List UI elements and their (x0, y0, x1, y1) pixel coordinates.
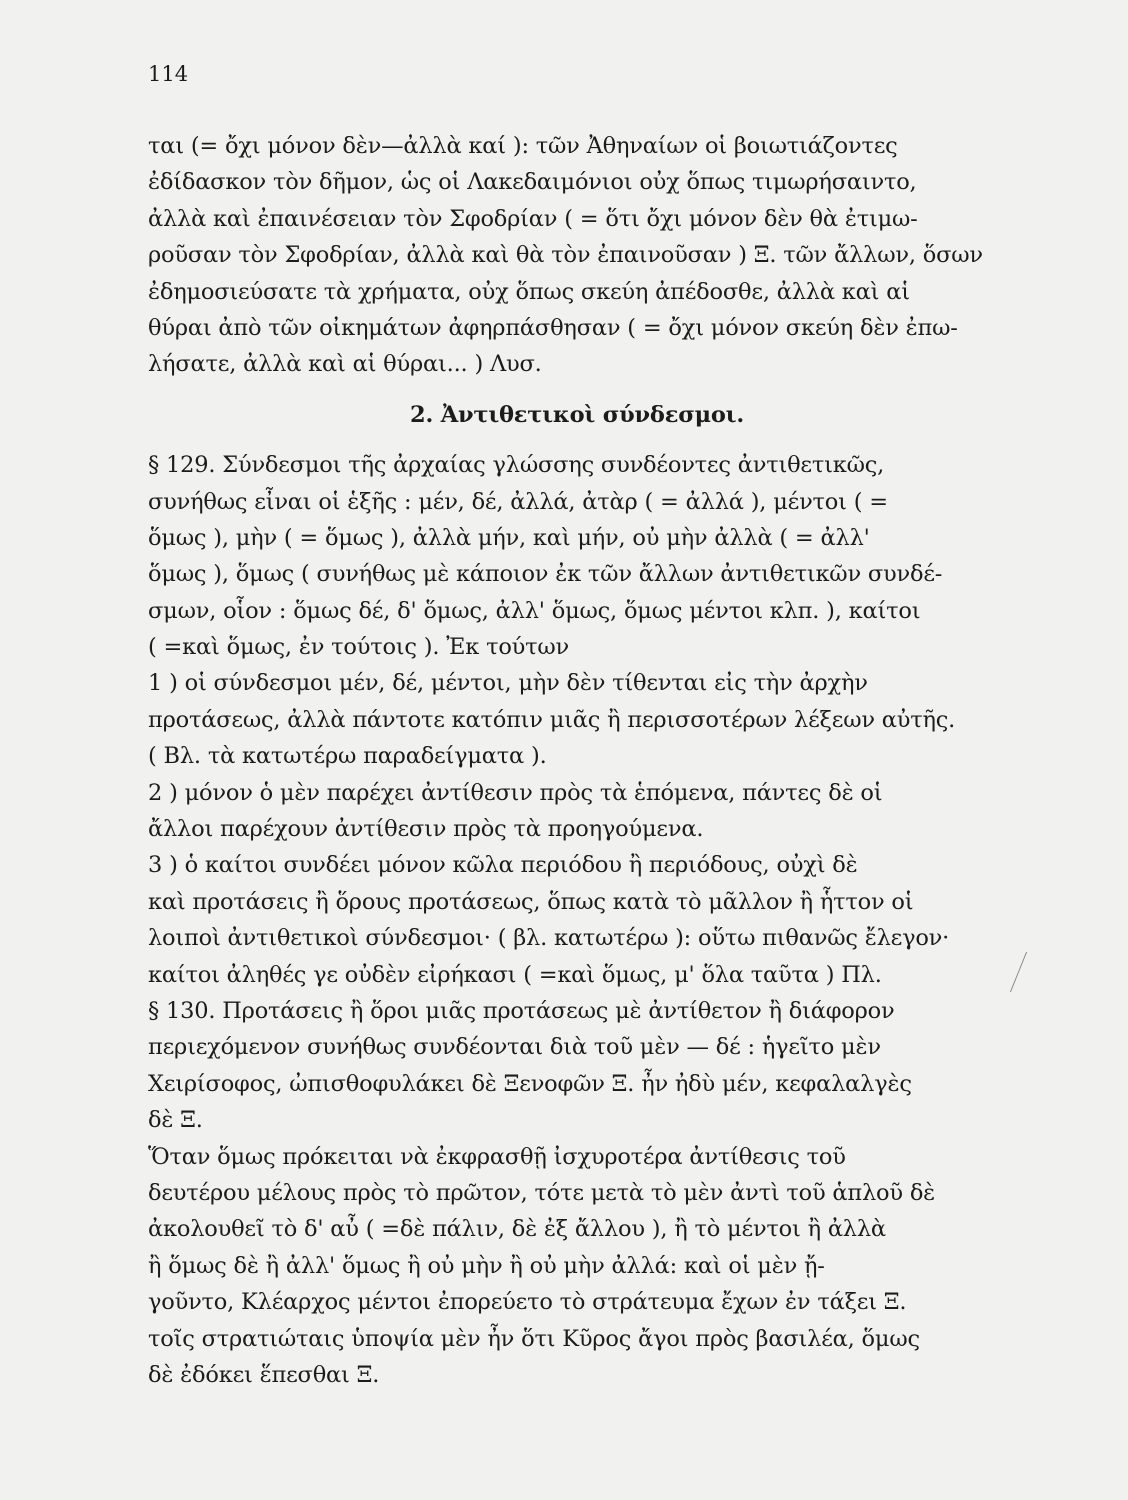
section-heading: 2. Ἀντιθετικοὶ σύνδεσμοι. (409, 401, 744, 428)
text-line: 2 ) μόνον ὁ μὲν παρέχει ἀντίθεσιν πρὸς τὰ ἑπόμενα, πάντες δὲ οἱ (148, 779, 883, 806)
text-line: 1 ) οἱ σύνδεσμοι μέν, δέ, μέντοι, μὴν δὲν τίθενται εἰς τὴν ἀρχὴν (148, 670, 868, 697)
text-line: δευτέρου μέλους πρὸς τὸ πρῶτον, τότε μετὰ τὸ μὲν ἀντὶ τοῦ ἁπλοῦ δὲ (148, 1179, 936, 1206)
text-line: § 130. Προτάσεις ἢ ὅροι μιᾶς προτάσεως μὲ ἀντίθετον ἢ διάφορον (148, 997, 895, 1024)
text-line: ὅμως ), μὴν ( = ὅμως ), ἀλλὰ μήν, καὶ μήν, οὐ μὴν ἀλλὰ ( = ἀλλ' (148, 524, 870, 551)
spacer (148, 433, 1006, 447)
text-line: § 129. Σύνδεσμοι τῆς ἀρχαίας γλώσσης συνδέοντες ἀντιθετικῶς, (148, 452, 885, 479)
text-line: ὅμως ), ὅμως ( συνήθως μὲ κάποιον ἐκ τῶν ἄλλων ἀντιθετικῶν συνδέ- (148, 561, 943, 588)
text-line: ( =καὶ ὅμως, ἐν τούτοις ). Ἐκ τούτων (148, 634, 570, 661)
text-line: Χειρίσοφος, ὠπισθοφυλάκει δὲ Ξενοφῶν Ξ. ἦν ἠδὺ μέν, κεφαλαλγὲς (148, 1070, 912, 1097)
text-line: λήσατε, ἀλλὰ καὶ αἱ θύραι... ) Λυσ. (148, 351, 542, 378)
text-line: θύραι ἀπὸ τῶν οἰκημάτων ἀφηρπάσθησαν ( = ὄχι μόνον σκεύη δὲν ἐπω- (148, 314, 958, 341)
text-line: προτάσεως, ἀλλὰ πάντοτε κατόπιν μιᾶς ἢ περισσοτέρων λέξεων αὐτῆς. (148, 706, 956, 733)
text-line: σμων, οἷον : ὅμως δέ, δ' ὅμως, ἀλλ' ὅμως, ὅμως μέντοι κλπ. ), καίτοι (148, 597, 921, 624)
text-line: ται (= ὄχι μόνον δὲν—ἀλλὰ καί ): τῶν Ἀθηναίων οἱ βοιωτιάζοντες (148, 133, 898, 159)
spacer (148, 383, 1006, 397)
text-line: γοῦντο, Κλέαρχος μέντοι ἐπορεύετο τὸ στράτευμα ἔχων ἐν τάξει Ξ. (148, 1289, 907, 1316)
text-line: ἄλλοι παρέχουν ἀντίθεσιν πρὸς τὰ προηγούμενα. (148, 816, 704, 843)
margin-pencil-mark (1010, 952, 1041, 992)
text-line: 3 ) ὁ καίτοι συνδέει μόνον κῶλα περιόδου ἢ περιόδους, οὐχὶ δὲ (148, 852, 858, 879)
body-text (148, 128, 1006, 1393)
text-line: ἀκολουθεῖ τὸ δ' αὖ ( =δὲ πάλιν, δὲ ἐξ ἄλλου ), ἢ τὸ μέντοι ἢ ἀλλὰ (148, 1216, 886, 1243)
text-line: Ὅταν ὅμως πρόκειται νὰ ἐκφρασθῇ ἰσχυροτέρα ἀντίθεσις τοῦ (148, 1143, 846, 1170)
text-line: ἀλλὰ καὶ ἐπαινέσειαν τὸν Σφοδρίαν ( = ὅτι ὄχι μόνον δὲν θὰ ἐτιμω- (148, 205, 918, 232)
text-line: ἐδημοσιεύσατε τὰ χρήματα, οὐχ ὅπως σκεύη ἀπέδοσθε, ἀλλὰ καὶ αἱ (148, 278, 910, 305)
text-line: δὲ Ξ. (148, 1107, 203, 1134)
text-line: καίτοι ἀληθές γε οὐδὲν εἰρήκασι ( =καὶ ὅμως, μ' ὅλα ταῦτα ) Πλ. (148, 961, 882, 988)
text-line: περιεχόμενον συνήθως συνδέονται διὰ τοῦ μὲν — δέ : ἡγεῖτο μὲν (148, 1034, 881, 1061)
text-line: ἢ ὅμως δὲ ἢ ἀλλ' ὅμως ἢ οὐ μὴν ἢ οὐ μὴν ἀλλά: καὶ οἱ μὲν ᾔ- (148, 1252, 825, 1279)
text-line: καὶ προτάσεις ἢ ὅρους προτάσεως, ὅπως κατὰ τὸ μᾶλλον ἢ ἧττον οἱ (148, 888, 914, 915)
text-line: ( Βλ. τὰ κατωτέρω παραδείγματα ). (148, 743, 547, 770)
page-number: 114 (148, 62, 189, 86)
text-line: λοιποὶ ἀντιθετικοὶ σύνδεσμοι· ( βλ. κατωτέρω ): οὕτω πιθανῶς ἔλεγον· (148, 925, 950, 952)
text-line: συνήθως εἶναι οἱ ἑξῆς : μέν, δέ, ἀλλά, ἀτὰρ ( = ἀλλά ), μέντοι ( = (148, 488, 888, 515)
text-line: ἐδίδασκον τὸν δῆμον, ὡς οἱ Λακεδαιμόνιοι οὐχ ὅπως τιμωρήσαιντο, (148, 169, 917, 196)
text-line: ροῦσαν τὸν Σφοδρίαν, ἀλλὰ καὶ θὰ τὸν ἐπαινοῦσαν ) Ξ. τῶν ἄλλων, ὅσων (148, 242, 983, 269)
text-line: δὲ ἐδόκει ἕπεσθαι Ξ. (148, 1361, 380, 1388)
text-line: τοῖς στρατιώταις ὑποψία μὲν ἦν ὅτι Κῦρος ἄγοι πρὸς βασιλέα, ὅμως (148, 1325, 920, 1352)
